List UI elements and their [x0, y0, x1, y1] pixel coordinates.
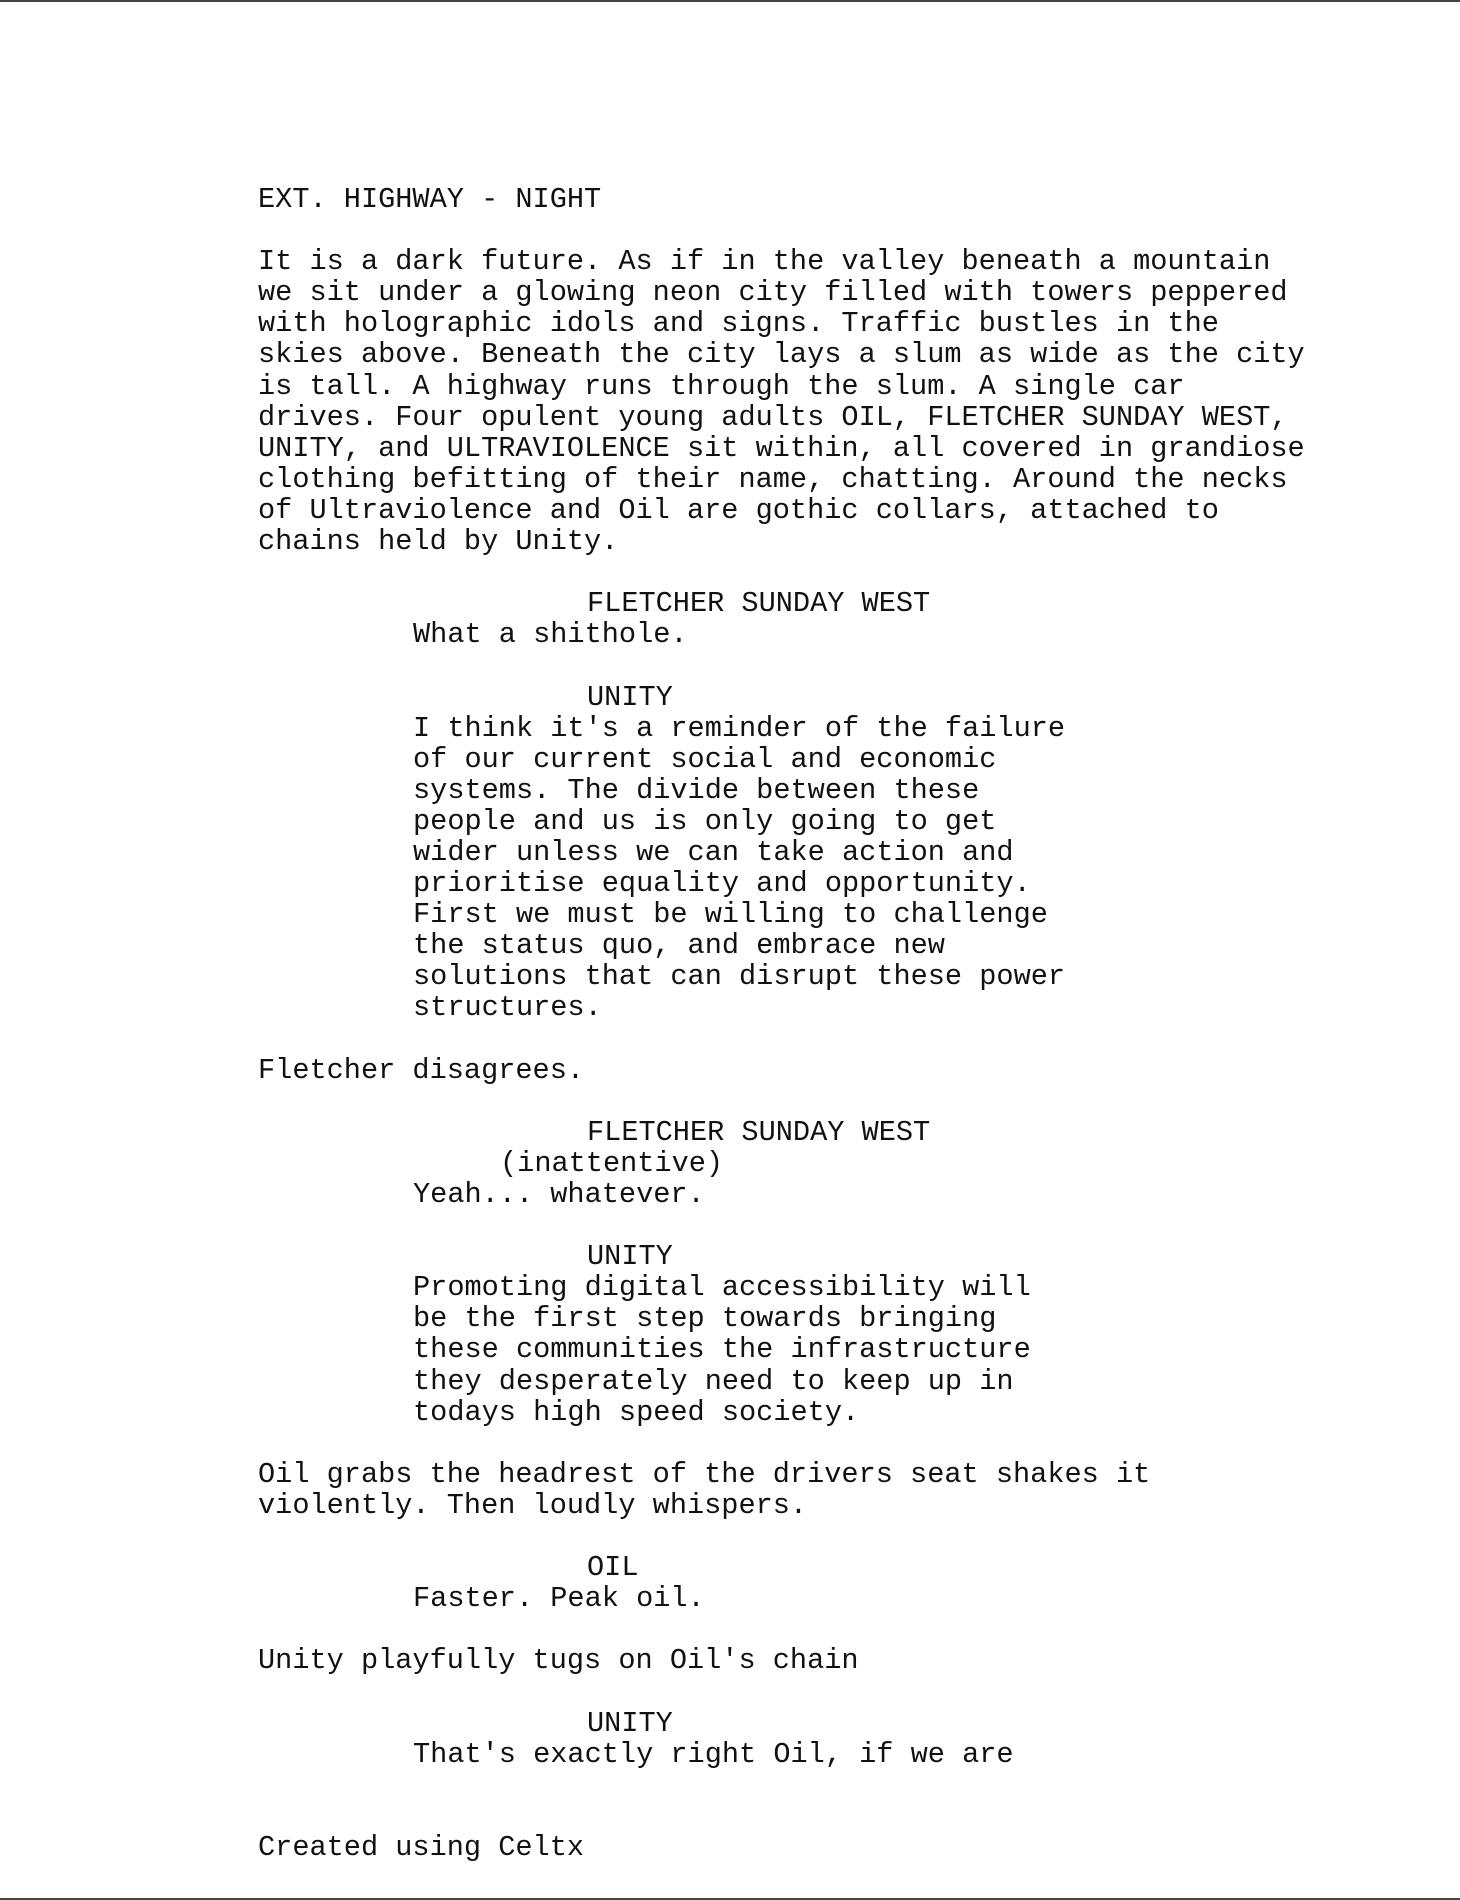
spacer — [258, 1677, 1378, 1708]
action-block — [258, 1645, 1378, 1676]
character-name: OIL — [587, 1551, 639, 1585]
character-name: UNITY — [587, 680, 673, 714]
dialogue-line: these communities the infrastructure — [413, 1333, 1031, 1367]
action-block — [258, 1055, 1378, 1086]
spacer — [258, 557, 1378, 588]
dialogue-line: Yeah... whatever. — [413, 1178, 705, 1211]
dialogue-line: That's exactly right Oil, if we are — [413, 1737, 1014, 1771]
dialogue-line: wider unless we can take action and — [413, 835, 1014, 869]
dialogue-block — [258, 1117, 1378, 1210]
dialogue-line: prioritise equality and opportunity. — [413, 867, 1031, 901]
scene-heading: EXT. HIGHWAY - NIGHT — [258, 183, 602, 216]
action-line: Oil grabs the headrest of the drivers seat shakes it — [258, 1457, 1151, 1491]
dialogue-line: What a shithole. — [413, 618, 688, 652]
dialogue-block — [258, 1708, 1378, 1770]
dialogue-line: systems. The divide between these — [413, 773, 980, 807]
character-name: UNITY — [587, 1240, 673, 1274]
action-line: skies above. Beneath the city lays a slum as wide as the city — [258, 338, 1305, 372]
action-line: It is a dark future. As if in the valley beneath a mountain — [258, 245, 1271, 279]
spacer — [258, 1614, 1378, 1645]
dialogue-line: of our current social and economic — [413, 742, 997, 776]
dialogue-line: Faster. Peak oil. — [413, 1582, 705, 1616]
spacer — [258, 1086, 1378, 1117]
action-line: with holographic idols and signs. Traffic bustles in the — [258, 307, 1219, 341]
dialogue-line: be the first step towards bringing — [413, 1302, 997, 1336]
dialogue-line: structures. — [413, 991, 602, 1025]
spacer — [258, 1521, 1378, 1552]
dialogue-line: they desperately need to keep up in — [413, 1364, 1014, 1398]
action-block — [258, 246, 1378, 557]
dialogue-block — [258, 588, 1378, 650]
action-line: we sit under a glowing neon city filled with towers peppered — [258, 276, 1288, 310]
dialogue-line: First we must be willing to challenge — [413, 898, 1048, 932]
character-name: FLETCHER SUNDAY WEST — [587, 587, 931, 621]
dialogue-line: the status quo, and embrace new — [413, 929, 945, 963]
spacer — [258, 1024, 1378, 1055]
spacer — [258, 215, 1378, 246]
character-name: FLETCHER SUNDAY WEST — [587, 1115, 931, 1149]
action-line: chains held by Unity. — [258, 525, 619, 559]
action-line: violently. Then loudly whispers. — [258, 1488, 808, 1522]
action-line: clothing befitting of their name, chatting. Around the necks — [258, 462, 1288, 496]
action-line: Fletcher disagrees. — [258, 1053, 585, 1087]
dialogue-line: todays high speed society. — [413, 1395, 860, 1429]
dialogue-block — [258, 1552, 1378, 1614]
dialogue-line: people and us is only going to get — [413, 804, 997, 838]
parenthetical: (inattentive) — [500, 1146, 724, 1180]
spacer — [258, 650, 1378, 681]
spacer — [258, 1210, 1378, 1241]
dialogue-line: I think it's a reminder of the failure — [413, 711, 1066, 745]
action-block — [258, 1459, 1378, 1521]
dialogue-block — [258, 1241, 1378, 1428]
page-footer: Created using Celtx — [258, 1831, 585, 1864]
dialogue-line: solutions that can disrupt these power — [413, 960, 1066, 994]
action-line: drives. Four opulent young adults OIL, FLETCHER SUNDAY WEST, — [258, 400, 1288, 434]
dialogue-block — [258, 682, 1378, 1024]
screenplay-body — [258, 184, 1378, 1770]
action-line: Unity playfully tugs on Oil's chain — [258, 1644, 859, 1678]
action-line: UNITY, and ULTRAVIOLENCE sit within, all covered in grandiose — [258, 431, 1305, 465]
action-line: is tall. A highway runs through the slum. A single car — [258, 369, 1185, 403]
spacer — [258, 1428, 1378, 1459]
character-name: UNITY — [587, 1706, 673, 1740]
dialogue-line: Promoting digital accessibility will — [413, 1271, 1031, 1305]
action-line: of Ultraviolence and Oil are gothic collars, attached to — [258, 493, 1219, 527]
